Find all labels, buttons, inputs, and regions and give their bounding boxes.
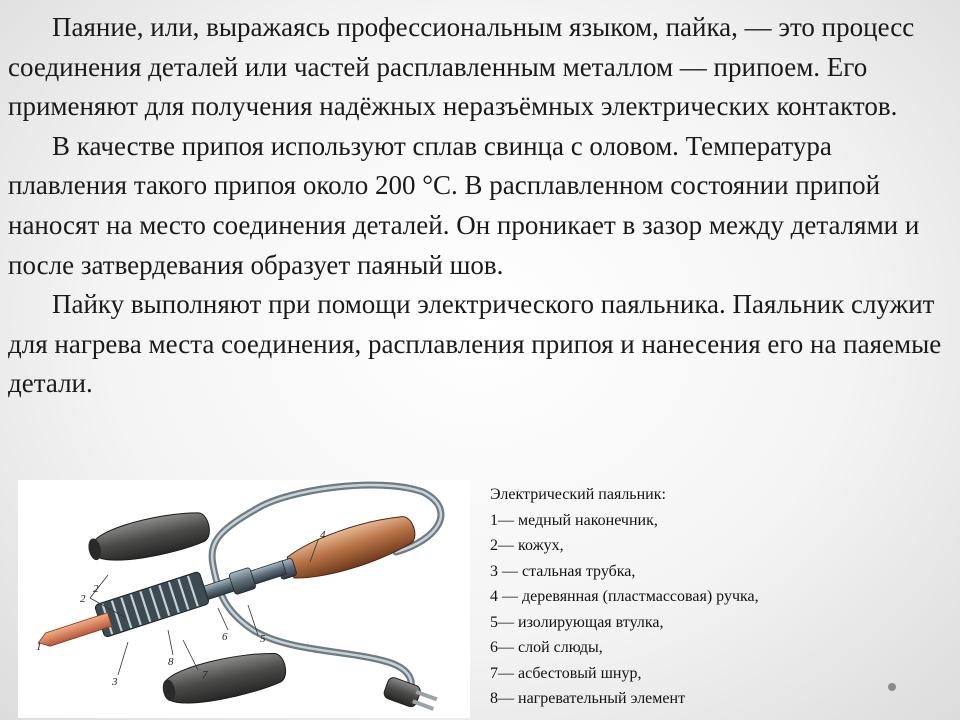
legend-item: 2— кожух, — [490, 537, 564, 554]
wooden-handle — [273, 509, 420, 590]
legend-item: 6— слой слюды, — [490, 639, 603, 656]
casing-bottom — [159, 647, 289, 711]
casing-top — [85, 507, 213, 569]
figure-legend — [490, 482, 930, 712]
figure-label-6: 6 — [222, 631, 228, 643]
figure-label-7: 7 — [202, 669, 208, 681]
soldering-iron-illustration — [18, 480, 470, 718]
heating-element — [94, 571, 209, 637]
figure-label-5: 5 — [260, 633, 266, 645]
paragraph-2: В качестве припоя используют сплав свинца с оловом. Температура плавления такого припоя около 200 °С. В расплавленном состоянии припой наносят на место соединения деталей. Он проникает в зазор между деталями и после затвердевания образует паяный шов. — [8, 130, 920, 280]
figure-label-3: 3 — [112, 676, 118, 688]
figure-label-2a: 2 — [80, 593, 86, 605]
copper-tip — [36, 613, 112, 649]
figure-label-2b: 2 — [93, 583, 99, 595]
paragraph-1: Паяние, или, выражаясь профессиональным языком, пайка, — это процесс соединения деталей или частей расплавленным металлом — припоем. Его применяют для получения надёжных неразъёмных электрических контактов. — [8, 12, 915, 122]
legend-item: 5— изолирующая втулка, — [490, 613, 664, 631]
slide-indicator-dot — [888, 683, 896, 691]
figure-label-1: 1 — [36, 641, 42, 653]
soldering-iron-drawing — [18, 480, 470, 718]
figure-label-8: 8 — [168, 656, 174, 668]
legend-item: 8— нагревательный элемент — [490, 690, 686, 707]
legend-item: 7— асбестовый шнур, — [490, 664, 642, 682]
legend-item: 4 — деревянная (пластмассовая) ручка, — [490, 588, 759, 605]
legend-caption: Электрический паяльник: — [490, 486, 666, 503]
body-text — [8, 8, 952, 404]
paragraph-3: Пайку выполняют при помощи электрического паяльника. Паяльник служит для нагрева места соединения, расплавления припоя и нанесения его на паяемые детали. — [8, 289, 942, 399]
steel-tube — [195, 557, 287, 606]
legend-item: 1— медный наконечник, — [490, 511, 658, 529]
legend-item: 3 — стальная трубка, — [490, 562, 636, 580]
figure-label-4: 4 — [320, 529, 326, 541]
